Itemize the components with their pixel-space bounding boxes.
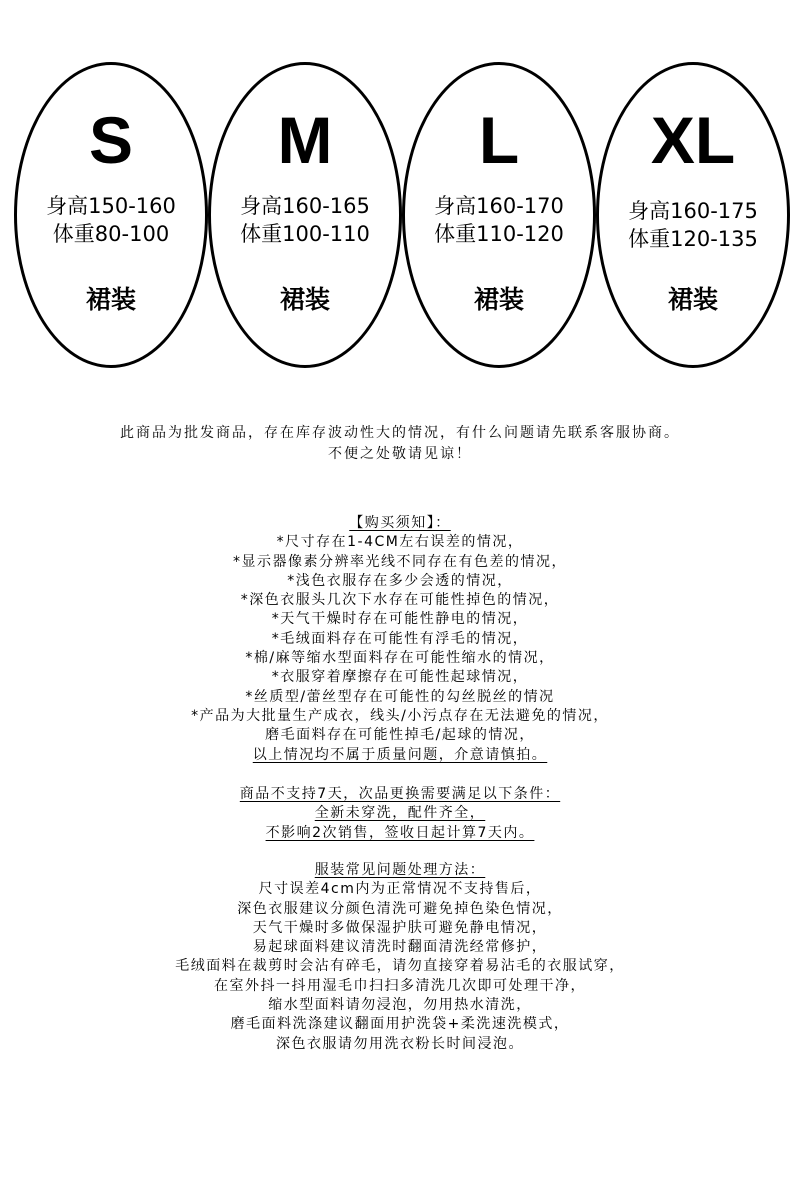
size-ellipse-l: [402, 62, 596, 368]
care-item: 深色衣服建议分颜色清洗可避免掉色染色情况，: [237, 900, 563, 917]
size-letter: L: [478, 103, 520, 177]
size-letter: S: [88, 103, 134, 177]
return-policy: [0, 785, 800, 843]
return-policy-item: 全新未穿洗，配件齐全，: [314, 805, 486, 822]
size-garment-type: 裙装: [473, 285, 524, 314]
purchase-note-item: *尺寸存在1-4CM左右误差的情况，: [276, 534, 524, 551]
size-garment-type: 裙装: [667, 285, 718, 314]
size-ellipse-xl: [596, 62, 790, 368]
purchase-note-item: 磨毛面料存在可能性掉毛/起球的情况，: [265, 727, 535, 744]
care-item: 在室外抖一抖用湿毛巾扫扫多清洗几次即可处理干净，: [214, 977, 586, 994]
size-garment-type: 裙装: [279, 285, 330, 314]
purchase-note-item: *浅色衣服存在多少会透的情况，: [287, 572, 513, 589]
return-policy-item: 不影响2次销售，签收日起计算7天内。: [265, 824, 535, 841]
care-item: 深色衣服请勿用洗衣粉长时间浸泡。: [276, 1035, 524, 1052]
purchase-note-item: *毛绒面料存在可能性有浮毛的情况，: [271, 630, 529, 647]
wholesale-notice: [0, 423, 800, 465]
purchase-notes-title: 【购买须知】：: [349, 515, 451, 531]
size-garment-type: 裙装: [85, 285, 136, 314]
care-item: 尺寸误差4cm内为正常情况不支持售后，: [258, 881, 542, 898]
size-weight: 体重80-100: [52, 222, 170, 246]
size-weight: 体重110-120: [434, 222, 564, 246]
purchase-note-item: *深色衣服头几次下水存在可能性掉色的情况，: [240, 592, 560, 609]
care-instructions: [0, 861, 800, 1054]
size-ellipse-s: [14, 62, 208, 368]
size-weight: 体重120-135: [628, 227, 758, 251]
size-weight: 体重100-110: [240, 222, 370, 246]
purchase-notes: [0, 514, 800, 765]
notice-line: 此商品为批发商品，存在库存波动性大的情况，有什么问题请先联系客服协商。: [120, 425, 680, 441]
return-policy-title: 商品不支持7天，次品更换需要满足以下条件：: [239, 786, 561, 802]
size-chart: [0, 0, 800, 400]
purchase-note-item: *棉/麻等缩水型面料存在可能性缩水的情况，: [245, 650, 555, 667]
purchase-notes-footer: 以上情况均不属于质量问题，介意请慎拍。: [252, 746, 548, 763]
care-title: 服装常见问题处理方法：: [314, 862, 486, 878]
purchase-note-item: *天气干燥时存在可能性静电的情况，: [271, 611, 529, 628]
size-letter: M: [277, 103, 333, 177]
care-item: 毛绒面料在裁剪时会沾有碎毛，请勿直接穿着易沾毛的衣服试穿，: [175, 958, 625, 975]
size-height: 身高160-165: [240, 194, 370, 218]
size-letter: XL: [650, 103, 736, 177]
care-item: 磨毛面料洗涤建议翻面用护洗袋+柔洗速洗模式，: [230, 1016, 570, 1033]
purchase-note-item: *衣服穿着摩擦存在可能性起球情况，: [271, 669, 529, 686]
purchase-note-item: *显示器像素分辨率光线不同存在有色差的情况，: [233, 553, 567, 570]
size-height: 身高160-175: [628, 199, 758, 223]
care-item: 天气干燥时多做保湿护肤可避免静电情况，: [252, 919, 548, 936]
care-item: 缩水型面料请勿浸泡，勿用热水清洗，: [268, 997, 532, 1014]
care-item: 易起球面料建议清洗时翻面清洗经常修护，: [252, 939, 548, 956]
size-ellipse-m: [208, 62, 402, 368]
purchase-note-item: *丝质型/蕾丝型存在可能性的勾丝脱丝的情况: [245, 688, 555, 705]
size-height: 身高160-170: [434, 194, 564, 218]
size-height: 身高150-160: [46, 194, 176, 218]
notice-line: 不便之处敬请见谅！: [328, 446, 472, 462]
purchase-note-item: *产品为大批量生产成衣，线头/小污点存在无法避免的情况，: [191, 707, 609, 724]
